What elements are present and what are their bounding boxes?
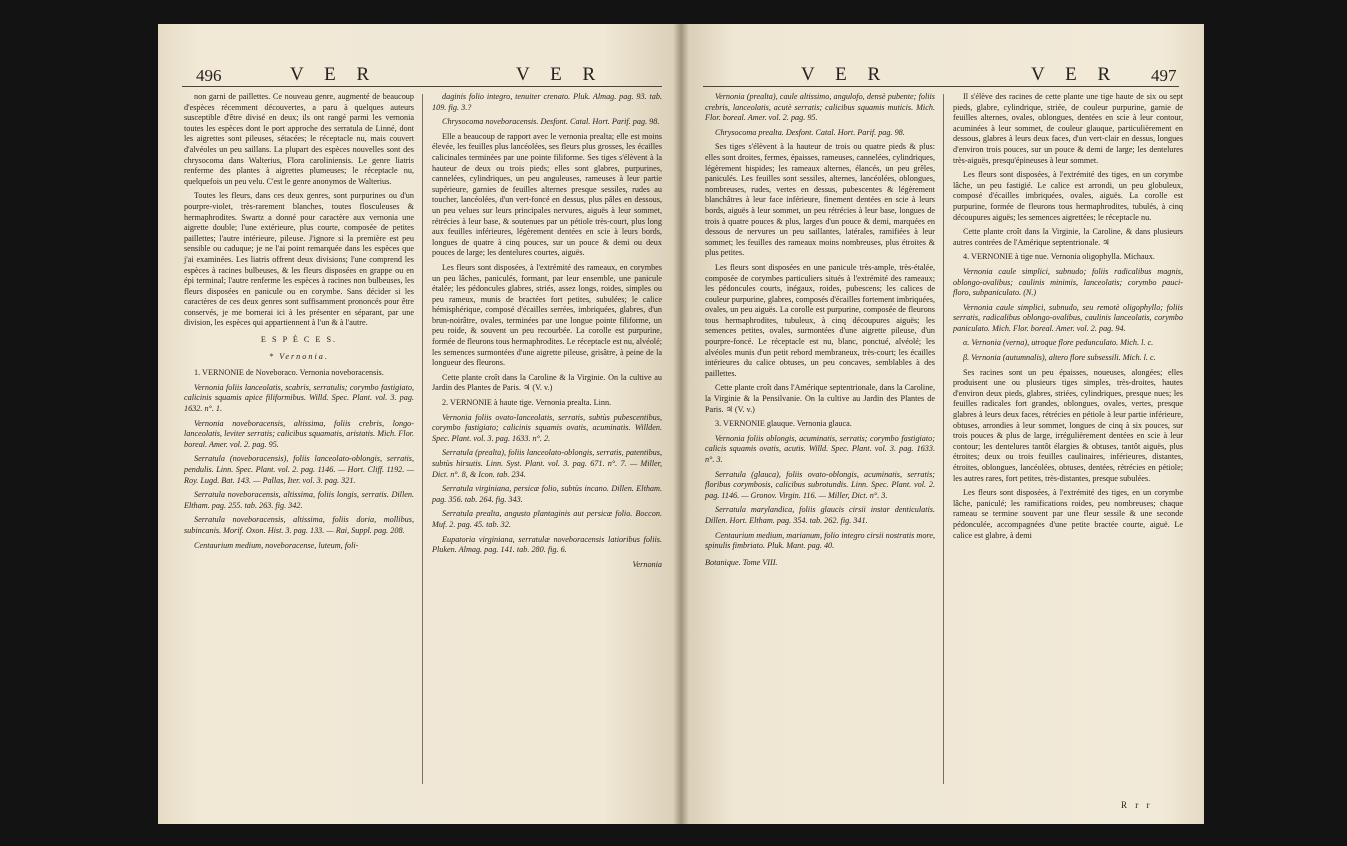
synonym: Vernonia foliis lanceolatis, scabris, serratulis; corymbo fastigiato, calicinis squamis apice filiformibus. Willd. Spec. Plant. vol. 3. pag. 1632. n°. 1.: [184, 382, 414, 414]
synonym: daginis folio integro, tenuiter crenato. Pluk. Almag. pag. 93. tab. 109. fig. 3.?: [432, 92, 662, 112]
paragraph: non garni de paillettes. Ce nouveau genre, augmenté de beaucoup d'espèces récemment découvertes, a paru à quelques auteurs susceptible d'être divisé en deux; ils ont rangé parmi les vernonia toutes les espèces dont le port approche des serratula de Linné, dont les aigrettes sont pileuses, sétacées; le réceptacle nu, mais couvert d'alvéoles un peu saillans. La plupart des espèces nouvelles sont des chrysocoma dans Walterius, Flora caroliniensis. Le genre liatris renferme des plantes à aigrettes plumeuses; le réceptacle nu, quelquefois un peu velu. C'est le genre anonymos de Walterius.: [184, 92, 414, 186]
species-heading: 2. VERNONIE à haute tige. Vernonia prealta. Linn.: [442, 398, 612, 408]
paragraph: Ses racines sont un peu épaisses, noueuses, alongées; elles produisent une ou plusieurs tiges simples, très-droites, hautes d'environ deux pieds, glabres, striées, cylindriques, presque nues; les feuilles radicales fort grandes, oblongues, ovales, vertes, presque glabres à leurs deux faces, rétrécies en pétiole à leur partie inférieure, obtuses, arrondies à leur sommet, longues de cinq à six pouces, sur trois pouces & plus de large, irrégulièrement dentées en scie à leur contour; les dentelures tantôt élargies & obtuses, tantôt aiguës, plus étroites; deux ou trois feuilles caulinaires, inférieures, distantes, étroites, oblongues, lancéolées, obtuses, dentées, rétrécies en pétiole; les autres rares, fort petites, très-distantes, presque subulées.: [953, 367, 1183, 483]
synonym: Vernonia caule simplici, subnudo, seu remotè oligophyllo; foliis serratis, radicalibus oblongo-ovalibus, caulinis lanceolatis, corymbo paniculato. Mich. Flor. boreal. Amer. vol. 2. pag. 94.: [953, 302, 1183, 333]
paragraph: Les fleurs sont disposées, à l'extrémité des tiges, en un corymbe lâche, un peu fastigié. Le calice est arrondi, un peu globuleux, composé d'écailles imbriquées, ovales, aiguës. La corolle est purpurine, formée de fleurons tous hermaphrodites, tubulés, à cinq découpures aiguës; les semences aigrettées; le réceptacle nu.: [953, 170, 1183, 222]
column-rule: [422, 94, 423, 784]
running-header: V E R: [516, 64, 604, 85]
synonym: Serratula noveboracensis, altissima, foliis longis, serratis. Dillen. Eltham. pag. 255. tab. 263. fig. 342.: [184, 490, 414, 510]
synonym: Chrysocoma prealta. Desfont. Catal. Hort. Parif. pag. 98.: [715, 127, 905, 137]
synonym: Chrysocoma noveboracensis. Desfont. Catal. Hort. Parif. pag. 98.: [442, 117, 660, 127]
synonym: Serratula prealta, angusto plantaginis aut persicæ folio. Boccon. Muf. 2. pag. 45. tab. 32.: [432, 509, 662, 529]
synonym: Centaurium medium, marianum, folio integro cirsii nostratis more, spinulis fimbriato. Pluk. Mant. pag. 40.: [705, 530, 935, 551]
book-gutter: [673, 24, 689, 824]
left-page: [158, 24, 681, 824]
catchword: Vernonia: [632, 559, 662, 569]
synonym: Vernonia noveboracensis, altissima, foliis crebris, longo-lanceolatis, leviter serratis; calicibus squamatis, aristatis. Mich. Flor. boreal. Amer. vol. 2. pag. 95.: [184, 418, 414, 449]
synonym: Serratula marylandica, foliis glaucis cirsii instar denticulatis. Dillen. Hort. Eltham. pag. 354. tab. 262. fig. 341.: [705, 505, 935, 525]
column-rule: [943, 94, 944, 784]
text-column-left: [705, 92, 935, 572]
synonym: Serratula (prealta), foliis lanceolato-oblongis, serratis, patentibus, subtùs hirsutis. Linn. Syst. Plant. vol. 3. pag. 671. n°. 7. — Miller, Dict. n°. 8, & Icon. tab. 234.: [432, 448, 662, 479]
page-number: 496: [196, 66, 222, 85]
species-heading: 4. VERNONIE à tige nue. Vernonia oligophylla. Michaux.: [963, 252, 1155, 262]
text-column-right: [432, 92, 662, 574]
book-spread: [158, 24, 1204, 824]
paragraph: Cette plante croît dans la Virginie, la Caroline, & dans plusieurs autres contrées de l'Amérique septentrionale. ♃: [953, 227, 1183, 247]
subsection-heading: * Vernonia.: [269, 351, 329, 361]
synonym: Eupatoria virginiana, serratulæ noveboracensis latioribus foliis. Pluken. Almag. pag. 141. tab. 280. fig. 6.: [432, 534, 662, 555]
section-heading: E S P È C E S.: [260, 335, 338, 345]
synonym: Centaurium medium, noveboracense, luteum, foli-: [194, 540, 359, 550]
text-column-right: [953, 92, 1183, 545]
header-rule: [703, 86, 1179, 87]
synonym: Serratula virginiana, persicæ folio, subtùs incano. Dillen. Eltham. pag. 356. tab. 264. fig. 343.: [432, 484, 662, 504]
species-heading: 3. VERNONIE glauque. Vernonia glauca.: [715, 419, 852, 429]
synonym: Vernonia foliis oblongis, acuminatis, serratis; corymbo fastigiato; calicis squamis ovatis, acutis. Willd. Spec. Plant. vol. 3. pag. 1633. n°. 3.: [705, 433, 935, 464]
running-header: V E R: [801, 64, 889, 85]
variety: α. Vernonia (verna), utroque flore pedunculato. Mich. l. c.: [963, 338, 1154, 348]
species-heading: 1. VERNONIE de Noveboraco. Vernonia noveboracensis.: [194, 368, 384, 378]
paragraph: Ses tiges s'élèvent à la hauteur de trois ou quatre pieds & plus: elles sont droites, fermes, épaisses, rameuses, cannelées, cylindriques, légèrement hispides; les rameaux alternes, élancés, un peu grêles, paniculés. Les feuilles sont sessiles, alternes, lancéolées, oblongues, nombreuses, rudes, vertes en dessus, pubescentes & légèrement blanchâtres à leur face inférieure, finement dentées en scie à leurs bords, aiguës à leur sommet, un peu rétrécies à leur base, longues de trois à quatre pouces & plus, larges d'un pouce & demi, marquées en dessous de nervures un peu saillantes, latérales, ramifiées à leur sommet; les feuilles des rameaux moins nombreuses, plus étroites & plus petites.: [705, 142, 935, 258]
paragraph: Cette plante croît dans la Caroline & la Virginie. On la cultive au Jardin des Plantes de Paris. ♃ (V. v.): [432, 372, 662, 393]
synonym: Vernonia (prealta), caule altissimo, angulofo, densè pubente; foliis crebris, lanceolatis, acutè serratis; calicibus squamis muticis. Mich. Flor. boreal. Amer. vol. 2. pag. 95.: [705, 92, 935, 123]
variety: β. Vernonia (autumnalis), altero flore subsessili. Mich. l. c.: [963, 353, 1156, 363]
volume-footer: Botanique. Tome VIII.: [705, 557, 778, 567]
running-header: V E R: [290, 64, 378, 85]
synonym: Vernonia caule simplici, subnudo; foliis radicalibus magnis, oblongo-ovalibus; caulinis minimis, lanceolatis; corymbo pauci-floro, subpaniculato. (N.): [953, 266, 1183, 298]
right-page: [681, 24, 1204, 824]
page-number: 497: [1151, 66, 1177, 85]
paragraph: Les fleurs sont disposées, à l'extrémité des tiges, en un corymbe lâche, paniculé; les ramifications roides, peu nombreuses; chaque rameau se termine souvent par une fleur sessile & une seconde pédonculée, accompagnées d'une petite bractée courte, aiguë. Le calice est glabre, à demi: [953, 488, 1183, 540]
synonym: Serratula (glauca), foliis ovato-oblongis, acuminatis, serratis; floribus corymbosis, calicibus subrotundis. Linn. Spec. Plant. vol. 2. pag. 1146. — Gronov. Virgin. 116. — Miller, Dict. n°. 3.: [705, 469, 935, 500]
synonym: Serratula (noveboracensis), foliis lanceolato-oblongis, serratis, pendulis. Linn. Spec. Plant. vol. 2. pag. 1146. — Hort. Cliff. 1192. — Roy. Lugd. Bat. 143. — Pallas, Iter. vol. 3. pag. 321.: [184, 454, 414, 485]
paragraph: Il s'élève des racines de cette plante une tige haute de six ou sept pieds, glabre, cylindrique, striée, de couleur purpurine, garnie de feuilles alternes, ovales, oblongues, dentées en scie à leur contour, acuminées à leur sommet, de couleur glauque, particulièrement en dessous, glabres à leurs deux faces, d'un vert-clair en dessus, longues d'environ trois pouces, sur un pouce & demi de large; les dentelures très-aiguës, presqu'épineuses à leur sommet.: [953, 92, 1183, 165]
paragraph: Les fleurs sont disposées, à l'extrémité des rameaux, en corymbes un peu lâches, paniculés, formant, par leur ensemble, une panicule étalée; les pédoncules glabres, striés, assez longs, roides, simples ou peu rameux, munis de bractées fort petites, subulées; le calice hémisphérique, composé d'écailles serrées, imbriquées, glabres, d'un brun-noirâtre, ovales, terminées par une longue pointe filiforme, un peu roide, & souvent un peu recourbée. La corolle est purpurine, formée de fleurons tous hermaphrodites. Le réceptacle est nu, alvéolé; les semences surmontées d'une aigrette pileuse, grisâtre, à peine de la longueur des fleurons.: [432, 262, 662, 368]
paragraph: Elle a beaucoup de rapport avec le vernonia prealta; elle est moins élevée, les feuilles plus lancéolées, ses fleurs plus grosses, les écailles calicinales terminées par une pointe filiforme. Ses tiges s'élèvent à la hauteur de deux ou trois pieds; elles sont glabres, purpurines, cannelées, cylindriques, un peu anguleuses, rameuses à leur partie supérieure, garnies de feuilles alternes presque sessiles, rudes au toucher, lancéolées, d'un vert-foncé en dessus, plus pâles en dessous, un peu velues sur leurs principales nervures, aiguës à leur sommet, rétrécies à leur base, & soutenues par un pétiole très-court, plus long aux feuilles inférieures, légèrement dentées en scie à leurs bords, longues de quatre à cinq pouces, sur un pouce & demi ou deux pouces de large; les dentelures courtes, aiguës.: [432, 131, 662, 258]
synonym: Serratula noveboracensis, altissima, foliis doria, mollibus, subincanis. Morif. Oxon. Hist. 3. pag. 133. — Rai, Suppl. pag. 208.: [184, 515, 414, 535]
paragraph: Cette plante croît dans l'Amérique septentrionale, dans la Caroline, la Virginie & la Pensilvanie. On la cultive au Jardin des Plantes de Paris. ♃ (V. v.): [705, 383, 935, 414]
paragraph: Les fleurs sont disposées en une panicule très-ample, très-étalée, composée de corymbes particuliers situés à l'extrémité des rameaux; les pédoncules courts, inégaux, roides, pubescens; les calices de couleur purpurine, glabres, composés d'écailles fortement imbriquées, ovales, un peu aiguës. La corolle est purpurine, composée de fleurons tous hermaphrodites, tubuleux, à cinq découpures aiguës; les semences petites, ovales, surmontées d'une aigrette pileuse, d'un pourpre-foncé. Le réceptacle est nu, blanc, ponctué, alvéolé; les alvéoles munis d'un petit rebord membraneux, très-court; les écailles intérieures du calice obtuses, un peu concaves, semblables à des paillettes.: [705, 262, 935, 378]
printer-signature: R r r: [1121, 800, 1153, 810]
text-column-left: [184, 92, 414, 555]
running-header: V E R: [1031, 64, 1119, 85]
header-rule: [182, 86, 662, 87]
synonym: Vernonia foliis ovato-lanceolatis, serratis, subtùs pubescentibus, corymbo fastigiato; calicinis squamis ovatis, acuminatis. Willden. Spec. Plant. vol. 3. pag. 1633. n°. 2.: [432, 412, 662, 443]
paragraph: Toutes les fleurs, dans ces deux genres, sont purpurines ou d'un pourpre-violet, très-rarement blanches, toutes flosculeuses & hermaphrodites. Swartz a donné pour caractère aux vernonia une aigrette double; l'une extérieure, plus courte, composée de petites paillettes; l'autre intérieure, pileuse. J'ignore si la première est peu sensible ou caduque; je ne l'ai point remarquée dans les espèces que j'ai examinées. Les liatris offrent deux divisions; l'une comprend les espèces à racines bulbeuses, & les fleurs disposées en grappe ou en épi terminal; l'autre renferme les espèces à racines non bulbeuses, les fleurs disposées en panicule ou en corymbe. Sans décider si les caractères de ces deux genres sont suffisamment prononcés pour être conservés, je me bornerai ici à les présenter en séparant, par une division, les espèces qui appartiennent à l'un & à l'autre.: [184, 191, 414, 328]
